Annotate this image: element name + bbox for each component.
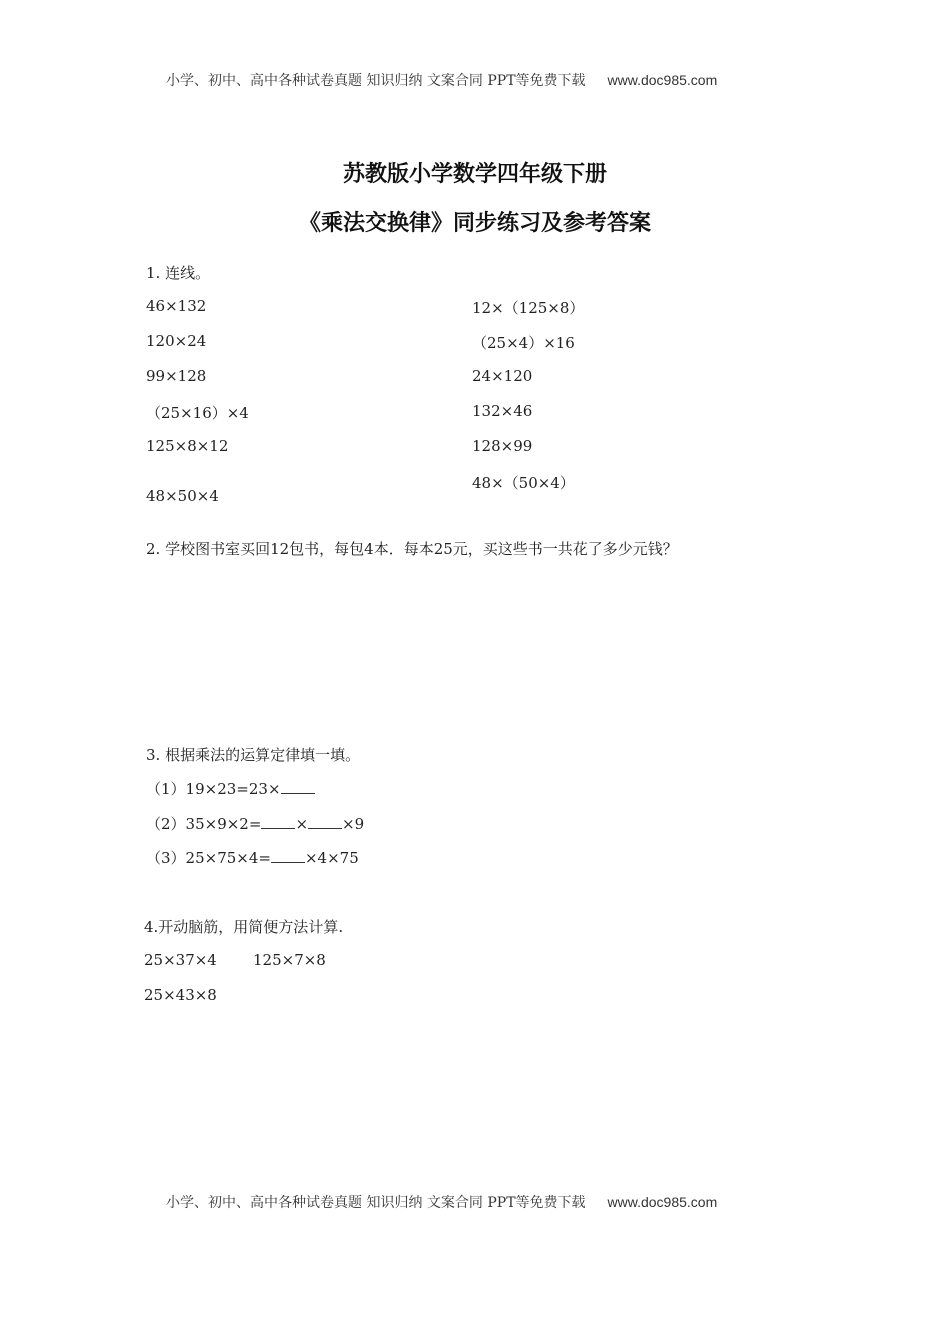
q3-label: 3. 根据乘法的运算定律填一填。 bbox=[146, 746, 361, 764]
header-text: 小学、初中、高中各种试卷真题 知识归纳 文案合同 PPT等免费下载 bbox=[166, 73, 586, 89]
q3-item-2 bbox=[146, 813, 364, 834]
page-footer bbox=[166, 1192, 717, 1212]
q3-item-3-text-b: ×4×75 bbox=[304, 849, 359, 867]
q1-left-item: 125×8×12 bbox=[146, 437, 229, 455]
q1-left-item: （25×16）×4 bbox=[146, 404, 249, 422]
q1-right-item: （25×4）×16 bbox=[472, 334, 575, 352]
footer-text: 小学、初中、高中各种试卷真题 知识归纳 文案合同 PPT等免费下载 bbox=[166, 1195, 586, 1211]
q1-right-item: 128×99 bbox=[472, 437, 533, 455]
q4-expr-2: 125×7×8 bbox=[253, 951, 326, 969]
q3-item-3-text-a: （3）25×75×4= bbox=[146, 849, 271, 867]
footer-url[interactable]: www.doc985.com bbox=[607, 1194, 718, 1210]
q3-item-2-text-b: × bbox=[295, 815, 309, 833]
q1-right-item: 12×（125×8） bbox=[472, 299, 585, 317]
q3-item-3 bbox=[146, 847, 359, 868]
q1-left-item: 48×50×4 bbox=[146, 487, 219, 505]
q1-right-item: 48×（50×4） bbox=[472, 474, 575, 492]
q4-label: 4.开动脑筋，用简便方法计算. bbox=[144, 918, 344, 936]
q3-item-2-text-c: ×9 bbox=[342, 815, 365, 833]
q3-item-1-text: （1）19×23=23× bbox=[146, 780, 281, 798]
q1-right-item: 24×120 bbox=[472, 367, 533, 385]
page-header bbox=[166, 70, 717, 90]
q2-label: 2. 学校图书室买回12包书，每包4本．每本25元，买这些书一共花了多少元钱？ bbox=[146, 540, 678, 558]
q1-left-item: 46×132 bbox=[146, 297, 207, 315]
answer-blank[interactable] bbox=[281, 779, 315, 794]
q1-right-item: 132×46 bbox=[472, 402, 533, 420]
answer-blank[interactable] bbox=[261, 814, 295, 829]
q3-item-2-text-a: （2）35×9×2= bbox=[146, 815, 262, 833]
q3-item-1 bbox=[146, 778, 315, 799]
q1-label: 1. 连线。 bbox=[146, 264, 211, 282]
q1-left-item: 120×24 bbox=[146, 332, 207, 350]
title-line-2: 《乘法交换律》同步练习及参考答案 bbox=[298, 210, 651, 236]
answer-blank[interactable] bbox=[308, 814, 342, 829]
q4-expr-1: 25×37×4 bbox=[144, 951, 217, 969]
title-line-1: 苏教版小学数学四年级下册 bbox=[342, 161, 607, 187]
header-url[interactable]: www.doc985.com bbox=[607, 72, 718, 88]
answer-blank[interactable] bbox=[271, 848, 305, 863]
q1-left-item: 99×128 bbox=[146, 367, 207, 385]
q4-expr-3: 25×43×8 bbox=[144, 986, 217, 1004]
